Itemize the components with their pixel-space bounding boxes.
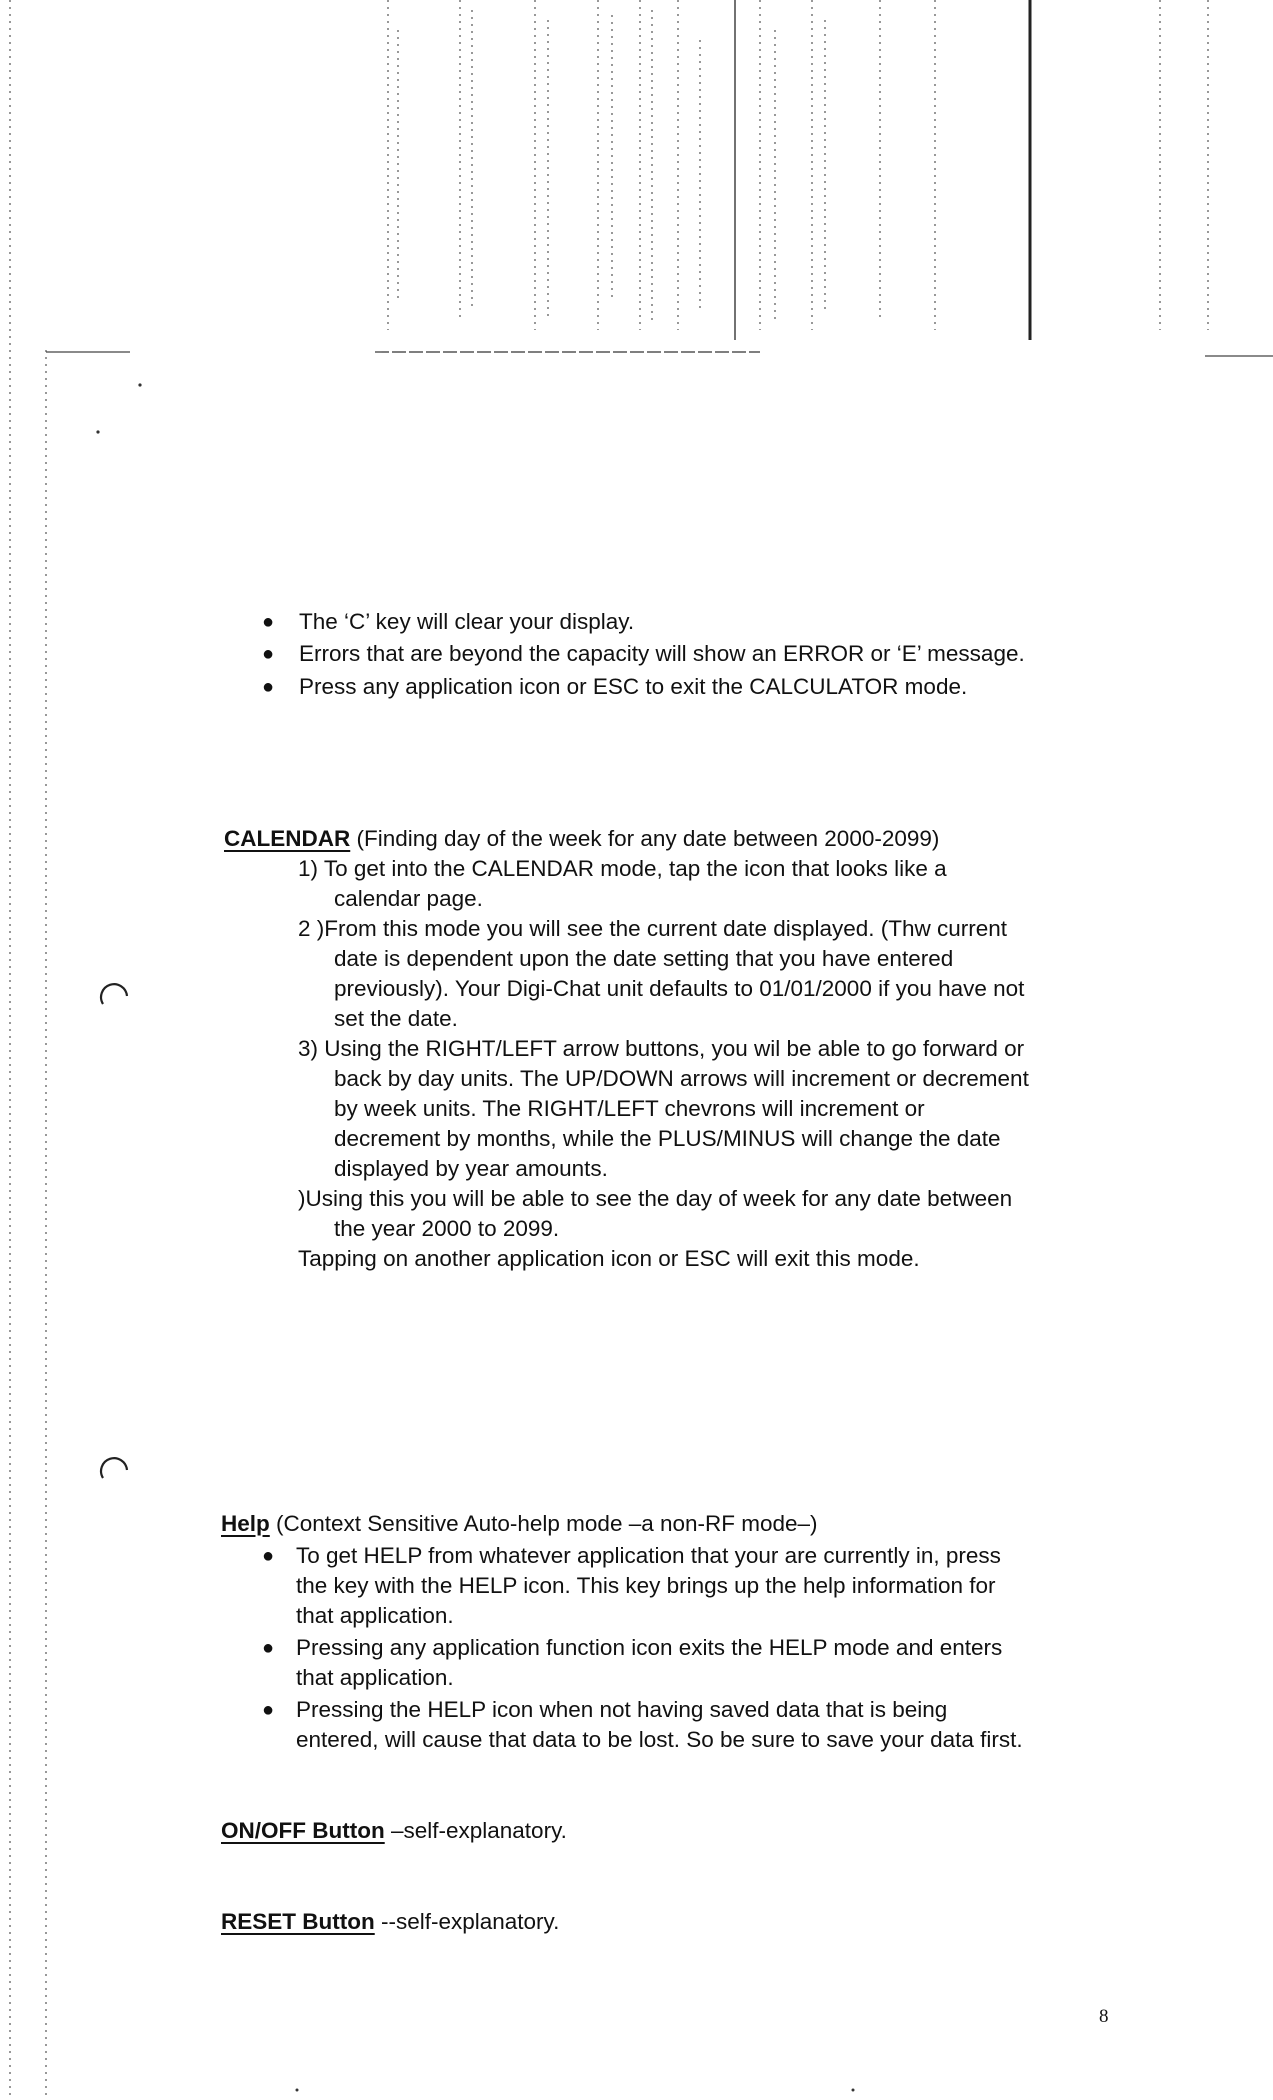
calendar-line: back by day units. The UP/DOWN arrows will increment or decrement — [334, 1066, 1029, 1091]
calendar-subtitle: (Finding day of the week for any date between 2000-2099) — [350, 826, 940, 851]
calendar-line: Tapping on another application icon or ESC will exit this mode. — [298, 1246, 920, 1271]
calendar-line: decrement by months, while the PLUS/MINUS will change the date — [334, 1126, 1001, 1151]
calendar-line: set the date. — [334, 1006, 458, 1031]
calendar-line: 1) To get into the CALENDAR mode, tap the icon that looks like a — [298, 856, 947, 881]
help-bullet-line: that application. — [296, 1603, 454, 1628]
calendar-line: by week units. The RIGHT/LEFT chevrons will increment or — [334, 1096, 925, 1121]
bullet-text: The ‘C’ key will clear your display. — [299, 609, 635, 634]
bullet-text: Press any application icon or ESC to exit the CALCULATOR mode. — [299, 674, 968, 699]
bullet-text: Errors that are beyond the capacity will show an ERROR or ‘E’ message. — [299, 641, 1025, 666]
onoff-heading: ON/OFF Button — [221, 1818, 385, 1843]
help-bullet-line: the key with the HELP icon. This key brings up the help information for — [296, 1573, 996, 1598]
calendar-line: 3) Using the RIGHT/LEFT arrow buttons, you wil be able to go forward or — [298, 1036, 1025, 1061]
bullet-dot: ● — [262, 611, 275, 633]
help-bullet-line: that application. — [296, 1665, 454, 1690]
bullet-dot: ● — [262, 1699, 275, 1721]
bullet-dot: ● — [262, 1637, 275, 1659]
help-bullet-line: To get HELP from whatever application that your are currently in, press — [296, 1543, 1001, 1568]
help-bullet-line: entered, will cause that data to be lost. So be sure to save your data first. — [296, 1727, 1023, 1752]
help-heading: Help — [221, 1511, 270, 1536]
help-bullet-line: Pressing any application function icon exits the HELP mode and enters — [296, 1635, 1003, 1660]
help-bullet-line: Pressing the HELP icon when not having saved data that is being — [296, 1697, 948, 1722]
onoff-line — [221, 1816, 567, 1846]
calendar-line: the year 2000 to 2099. — [334, 1216, 560, 1241]
bullet-dot: ● — [262, 1545, 275, 1567]
help-heading-line — [221, 1509, 818, 1539]
help-subtitle: (Context Sensitive Auto-help mode –a non-RF mode–) — [269, 1511, 818, 1536]
bullet-dot: ● — [262, 676, 275, 698]
calendar-line: 2 )From this mode you will see the current date displayed. (Thw current — [298, 916, 1008, 941]
calendar-line: displayed by year amounts. — [334, 1156, 608, 1181]
calendar-line: calendar page. — [334, 886, 483, 911]
calendar-heading: CALENDAR — [224, 826, 351, 851]
page-number: 8 — [1099, 2006, 1109, 2027]
calendar-line: date is dependent upon the date setting that you have entered — [334, 946, 954, 971]
reset-text: --self-explanatory. — [374, 1909, 560, 1934]
calendar-line: previously). Your Digi-Chat unit defaults to 01/01/2000 if you have not — [334, 976, 1025, 1001]
onoff-text: –self-explanatory. — [384, 1818, 567, 1843]
calendar-line: )Using this you will be able to see the day of week for any date between — [298, 1186, 1013, 1211]
bullet-dot: ● — [262, 643, 275, 665]
calendar-heading-line — [224, 824, 939, 854]
reset-line — [221, 1907, 559, 1937]
reset-heading: RESET Button — [221, 1909, 375, 1934]
